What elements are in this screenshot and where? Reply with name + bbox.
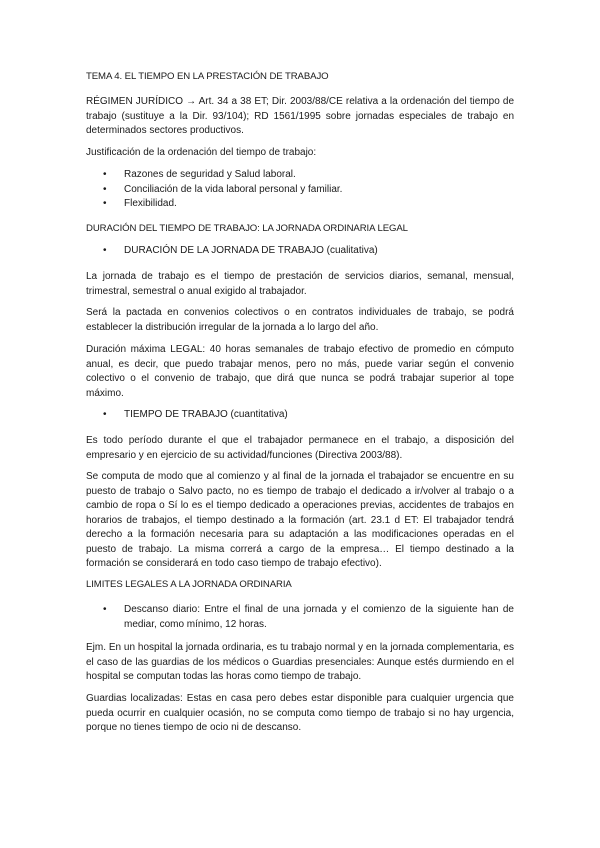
justificacion-list <box>86 168 514 212</box>
bullet-icon: • <box>103 409 107 420</box>
pactada-paragraph: Será la pactada en convenios colectivos o en contratos individuales de trabajo, se podrá establecer la distribución irregular de la jornada a lo largo del año. <box>86 307 514 333</box>
jornada-bullet-list <box>86 244 514 259</box>
ejemplo-paragraph: Ejm. En un hospital la jornada ordinaria, es tu trabajo normal y en la jornada complementaria, es el caso de las guardias de los médicos o Guardias presenciales: Aunque estés durmiendo en el hospital se computan todas las horas como tiempo de trabajo. <box>86 642 514 682</box>
bullet-icon: • <box>103 245 107 256</box>
list-item: • Razones de seguridad y Salud laboral. <box>86 168 514 183</box>
list-item: • TIEMPO DE TRABAJO (cuantitativa) <box>86 408 514 423</box>
periodo-paragraph: Es todo período durante el que el trabajador permanece en el trabajo, a disposición del empresario y en ejercicio de su actividad/funciones (Directiva 2003/88). <box>86 435 514 461</box>
regimen-juridico-paragraph: RÉGIMEN JURÍDICO → Art. 34 a 38 ET; Dir. 2003/88/CE relativa a la ordenación del tiempo de trabajo (sustituye a la Dir. 93/104); RD 1561/1995 sobre jornadas especiales de trabajo en determinados sectores productivos. <box>86 96 514 136</box>
bullet-icon: • <box>103 198 107 209</box>
justificacion-intro: Justificación de la ordenación del tiempo de trabajo: <box>86 147 317 158</box>
list-item: • Flexibilidad. <box>86 197 514 212</box>
bullet-icon: • <box>103 604 107 615</box>
bullet-icon: • <box>103 183 107 195</box>
document-title: TEMA 4. EL TIEMPO EN LA PRESTACIÓN DE TRABAJO <box>86 71 329 82</box>
duracion-heading: DURACIÓN DEL TIEMPO DE TRABAJO: LA JORNADA ORDINARIA LEGAL <box>86 223 408 234</box>
jornada-paragraph: La jornada de trabajo es el tiempo de prestación de servicios diarios, semanal, mensual, trimestral, semestral o anual exigido al trabajador. <box>86 271 514 297</box>
bullet-icon: • <box>103 169 107 180</box>
duracion-maxima-paragraph: Duración máxima LEGAL: 40 horas semanales de trabajo efectivo de promedio en cómputo anual, es decir, que puedo trabajar menos, pero no más, puede variar según el convenio colectivo o el convenio de trabajo, que dirá que nunca se podrá trabajar superior al tope máximo. <box>86 344 514 399</box>
descanso-bullet-list <box>86 603 514 632</box>
list-item: • Descanso diario: Entre el final de una jornada y el comienzo de la siguiente han de mediar, como mínimo, 12 horas. <box>103 604 514 630</box>
list-item: • Conciliación de la vida laboral personal y familiar. <box>86 183 514 198</box>
tiempo-bullet-list <box>86 408 514 423</box>
computa-paragraph: Se computa de modo que al comienzo y al final de la jornada el trabajador se encuentre en su puesto de trabajo o Salvo pacto, no es tiempo de trabajo el dedicado a ir/volver al trabajo o a cambio de ropa o Sí lo es el tiempo dedicado a operaciones previas, accidentes de trabajos en horarios de trabajos, el tiempo destinado a la formación (art. 23.1 d ET: El trabajador tendrá derecho a la formación necesaria para su adaptación a las modificaciones operadas en el puesto de trabajo. La misma correrá a cargo de la empresa… El tiempo destinado a la formación se considerará en todo caso tiempo de trabajo efectivo). <box>86 471 514 569</box>
list-item: • DURACIÓN DE LA JORNADA DE TRABAJO (cualitativa) <box>86 244 514 259</box>
guardias-paragraph: Guardias localizadas: Estas en casa pero debes estar disponible para cualquier urgencia que pueda ocurrir en cualquier ocasión, no se computa como tiempo de trabajo si no hay urgencia, porque no tienes tiempo de ocio ni de descanso. <box>86 693 514 733</box>
limites-heading: LIMITES LEGALES A LA JORNADA ORDINARIA <box>86 579 292 590</box>
